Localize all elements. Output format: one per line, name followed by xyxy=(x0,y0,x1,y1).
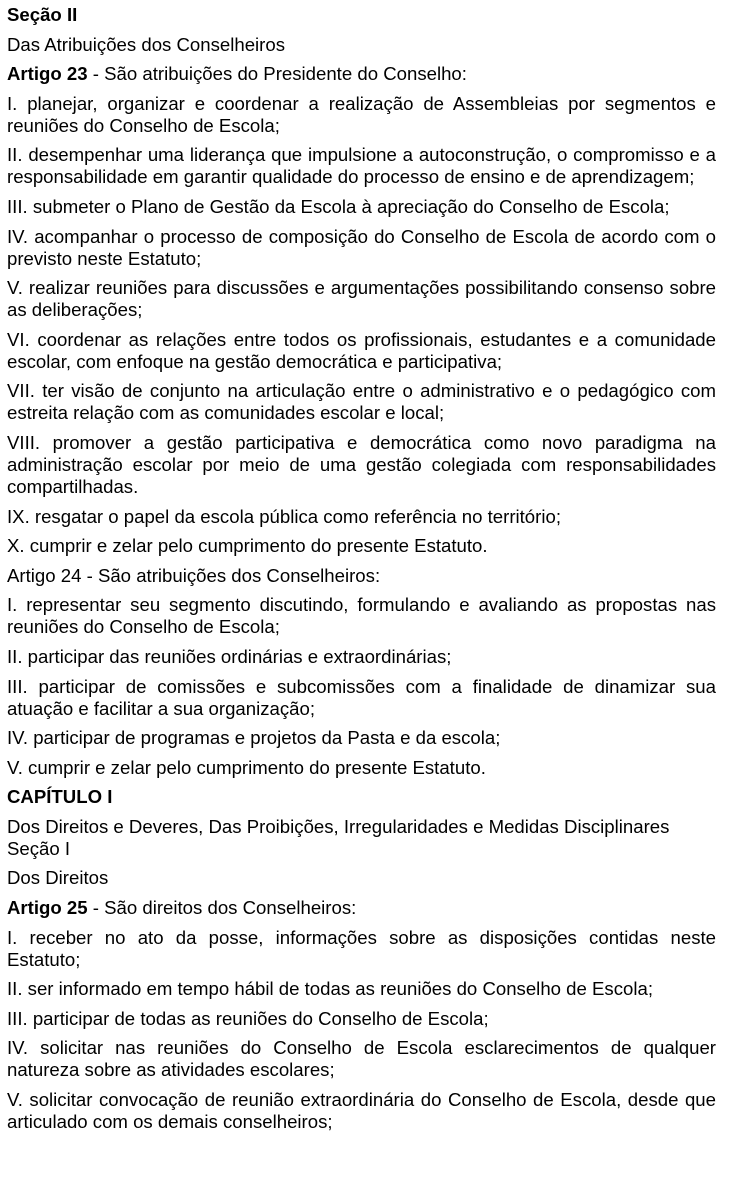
chapter-title: Dos Direitos e Deveres, Das Proibições, Irregularidades e Medidas Disciplinares xyxy=(7,815,670,837)
chapter-heading: CAPÍTULO I xyxy=(7,786,113,808)
article-25-intro xyxy=(7,897,716,919)
section-title: Dos Direitos xyxy=(7,867,109,889)
section-heading: Seção I xyxy=(7,837,71,859)
list-item: IX. resgatar o papel da escola pública como referência no território; xyxy=(7,505,561,527)
article-label: Artigo 25 xyxy=(7,897,88,919)
list-item: III. participar de todas as reuniões do Conselho de Escola; xyxy=(7,1007,489,1029)
list-item: V. realizar reuniões para discussões e argumentações possibilitando consenso sobre as deliberações; xyxy=(7,277,716,321)
list-item: I. representar seu segmento discutindo, formulando e avaliando as propostas nas reuniões do Conselho de Escola; xyxy=(7,594,716,638)
article-text: - São atribuições do Presidente do Conselho: xyxy=(87,63,467,85)
list-item: III. participar de comissões e subcomissões com a finalidade de dinamizar sua atuação e facilitar a sua organização; xyxy=(7,675,716,719)
list-item: IV. acompanhar o processo de composição do Conselho de Escola de acordo com o previsto neste Estatuto; xyxy=(7,225,716,269)
list-item: II. participar das reuniões ordinárias e extraordinárias; xyxy=(7,645,452,667)
list-item: X. cumprir e zelar pelo cumprimento do presente Estatuto. xyxy=(7,535,488,557)
list-item: IV. participar de programas e projetos da Pasta e da escola; xyxy=(7,727,501,749)
list-item: V. solicitar convocação de reunião extraordinária do Conselho de Escola, desde que articulado com os demais conselheiros; xyxy=(7,1089,716,1133)
list-item: I. receber no ato da posse, informações sobre as disposições contidas neste Estatuto; xyxy=(7,926,716,970)
list-item: IV. solicitar nas reuniões do Conselho de Escola esclarecimentos de qualquer natureza sobre as atividades escolares; xyxy=(7,1037,716,1081)
list-item: VIII. promover a gestão participativa e democrática como novo paradigma na administração escolar por meio de uma gestão colegiada com responsabilidades compartilhadas. xyxy=(7,431,716,497)
article-text: - São direitos dos Conselheiros: xyxy=(87,897,357,919)
list-item: I. planejar, organizar e coordenar a realização de Assembleias por segmentos e reuniões do Conselho de Escola; xyxy=(7,92,716,136)
article-23-intro xyxy=(7,63,716,85)
section-title: Das Atribuições dos Conselheiros xyxy=(7,33,286,55)
list-item: VI. coordenar as relações entre todos os profissionais, estudantes e a comunidade escolar, com enfoque na gestão democrática e participativa; xyxy=(7,328,716,372)
list-item: II. desempenhar uma liderança que impulsione a autoconstrução, o compromisso e a responsabilidade em garantir qualidade do processo de ensino e de aprendizagem; xyxy=(7,144,716,188)
list-item: V. cumprir e zelar pelo cumprimento do presente Estatuto. xyxy=(7,756,486,778)
list-item: VII. ter visão de conjunto na articulação entre o administrativo e o pedagógico com estreita relação com as comunidades escolar e local; xyxy=(7,380,716,424)
list-item: III. submeter o Plano de Gestão da Escola à apreciação do Conselho de Escola; xyxy=(7,195,670,217)
article-24-intro: Artigo 24 - São atribuições dos Conselheiros: xyxy=(7,564,381,586)
section-heading: Seção II xyxy=(7,4,78,25)
list-item: II. ser informado em tempo hábil de todas as reuniões do Conselho de Escola; xyxy=(7,978,653,1000)
article-label: Artigo 23 xyxy=(7,63,88,85)
